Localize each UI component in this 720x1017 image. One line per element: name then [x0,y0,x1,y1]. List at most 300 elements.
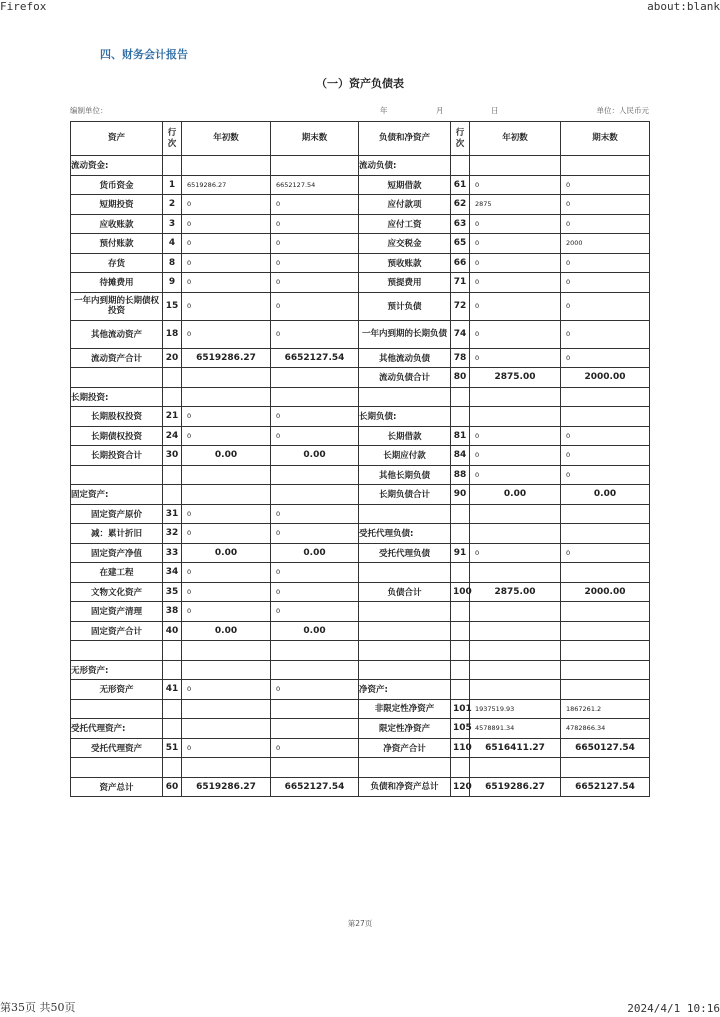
opening-value: 0 [470,273,561,293]
line-number: 31 [163,504,182,524]
opening-value: 0 [182,602,271,622]
table-row [71,214,650,234]
closing-value: 2000.00 [561,368,650,388]
closing-value: 0 [561,273,650,293]
section-heading: 四、财务会计报告 [100,48,188,61]
empty-cell [470,407,561,427]
line-number: 1 [163,175,182,195]
column-header: 行次 [451,122,470,156]
table-row [71,543,650,563]
item-name: 资产总计 [71,777,163,797]
empty-cell [71,758,163,778]
empty-cell [359,660,451,680]
closing-value: 0 [561,195,650,215]
empty-cell [561,524,650,544]
line-number: 20 [163,348,182,368]
empty-cell [470,602,561,622]
table-row [71,195,650,215]
table-row [71,407,650,427]
opening-value: 0.00 [182,543,271,563]
opening-value: 0.00 [182,446,271,466]
balance-sheet-table [70,121,650,797]
line-number: 35 [163,582,182,602]
item-name: 固定资产原价 [71,504,163,524]
empty-cell [451,602,470,622]
item-name: 固定资产合计 [71,621,163,641]
opening-value: 0 [470,234,561,254]
empty-cell [163,719,182,739]
line-number: 9 [163,273,182,293]
empty-cell [271,156,359,176]
item-name: 减：累计折旧 [71,524,163,544]
opening-value: 0 [470,446,561,466]
opening-value: 6519286.27 [470,777,561,797]
category-label: 固定资产: [71,485,163,505]
item-name: 长期投资合计 [71,446,163,466]
table-row [71,485,650,505]
closing-value: 0 [561,446,650,466]
item-name: 长期借款 [359,426,451,446]
year-label: 年 [380,106,388,115]
closing-value: 0 [561,543,650,563]
closing-value: 0 [271,234,359,254]
print-datetime: 2024/4/1 10:16 [627,1002,720,1015]
browser-url: about:blank [647,0,720,13]
closing-value: 0 [561,292,650,320]
closing-value: 2000.00 [561,582,650,602]
empty-cell [182,641,271,661]
closing-value: 0 [561,348,650,368]
empty-cell [271,641,359,661]
opening-value: 2875.00 [470,582,561,602]
column-header: 负债和净资产 [359,122,451,156]
empty-cell [561,758,650,778]
item-name: 待摊费用 [71,273,163,293]
item-name: 存货 [71,253,163,273]
empty-cell [182,660,271,680]
item-name: 应收账款 [71,214,163,234]
table-row [71,660,650,680]
opening-value: 6519286.27 [182,348,271,368]
empty-cell [470,621,561,641]
item-name: 负债合计 [359,582,451,602]
closing-value: 0.00 [271,446,359,466]
empty-cell [470,563,561,583]
opening-value: 0 [182,738,271,758]
empty-cell [271,485,359,505]
empty-cell [561,563,650,583]
empty-cell [470,156,561,176]
line-number: 8 [163,253,182,273]
column-header: 期末数 [271,122,359,156]
item-name: 受托代理负债 [359,543,451,563]
opening-value: 0 [182,563,271,583]
line-number: 3 [163,214,182,234]
line-number: 71 [451,273,470,293]
empty-cell [451,504,470,524]
closing-value: 0 [271,273,359,293]
empty-cell [561,387,650,407]
item-name: 负债和净资产总计 [359,777,451,797]
closing-value: 6652127.54 [561,777,650,797]
empty-cell [163,387,182,407]
item-name: 文物文化资产 [71,582,163,602]
item-name: 固定资产净值 [71,543,163,563]
item-name: 其他长期负债 [359,465,451,485]
closing-value: 0 [561,320,650,348]
column-header: 期末数 [561,122,650,156]
table-row [71,758,650,778]
empty-cell [71,699,163,719]
empty-cell [163,368,182,388]
line-number: 32 [163,524,182,544]
closing-value: 0 [271,680,359,700]
line-number: 110 [451,738,470,758]
day-label: 日 [491,106,499,115]
closing-value: 0 [271,195,359,215]
table-row [71,387,650,407]
closing-value: 0 [271,426,359,446]
table-row [71,156,650,176]
page-number: 第27页 [347,919,373,928]
line-number: 34 [163,563,182,583]
item-name: 流动资产合计 [71,348,163,368]
item-name: 预提费用 [359,273,451,293]
empty-cell [470,660,561,680]
line-number: 80 [451,368,470,388]
closing-value: 0 [561,175,650,195]
line-number: 88 [451,465,470,485]
item-name: 固定资产清理 [71,602,163,622]
empty-cell [163,485,182,505]
empty-cell [451,387,470,407]
empty-cell [470,504,561,524]
empty-cell [470,524,561,544]
line-number: 101 [451,699,470,719]
empty-cell [271,758,359,778]
item-name: 一年内到期的长期债权投资 [71,292,163,320]
opening-value: 0 [182,214,271,234]
empty-cell [163,156,182,176]
item-name: 货币资金 [71,175,163,195]
empty-cell [271,387,359,407]
opening-value: 0.00 [470,485,561,505]
empty-cell [470,680,561,700]
table-row [71,719,650,739]
table-row [71,348,650,368]
column-header: 资产 [71,122,163,156]
closing-value: 0.00 [561,485,650,505]
line-number: 2 [163,195,182,215]
category-label: 受托代理负债: [359,524,451,544]
empty-cell [451,524,470,544]
table-row [71,175,650,195]
line-number: 4 [163,234,182,254]
item-name: 非限定性净资产 [359,699,451,719]
empty-cell [451,563,470,583]
opening-value: 0 [182,582,271,602]
table-row [71,777,650,797]
empty-cell [359,758,451,778]
empty-cell [163,758,182,778]
empty-cell [359,504,451,524]
table-row [71,426,650,446]
line-number: 40 [163,621,182,641]
opening-value: 0 [182,680,271,700]
line-number: 51 [163,738,182,758]
table-row [71,273,650,293]
opening-value: 0 [182,273,271,293]
item-name: 限定性净资产 [359,719,451,739]
item-name: 预收账款 [359,253,451,273]
table-row [71,582,650,602]
empty-cell [451,407,470,427]
empty-cell [359,602,451,622]
closing-value: 0.00 [271,543,359,563]
item-name: 在建工程 [71,563,163,583]
empty-cell [182,485,271,505]
opening-value: 0 [182,426,271,446]
empty-cell [71,368,163,388]
empty-cell [451,660,470,680]
line-number: 72 [451,292,470,320]
empty-cell [561,602,650,622]
empty-cell [359,641,451,661]
closing-value: 0 [271,253,359,273]
closing-value: 0 [271,292,359,320]
empty-cell [561,621,650,641]
empty-cell [271,465,359,485]
table-row [71,680,650,700]
opening-value: 2875 [470,195,561,215]
closing-value: 0 [271,602,359,622]
empty-cell [359,563,451,583]
line-number: 100 [451,582,470,602]
prepared-by-label: 编制单位： [70,106,108,115]
closing-value: 0 [271,738,359,758]
table-row [71,524,650,544]
opening-value: 0 [470,465,561,485]
empty-cell [71,465,163,485]
line-number: 21 [163,407,182,427]
category-label: 净资产: [359,680,451,700]
opening-value: 0 [470,426,561,446]
item-name: 预计负债 [359,292,451,320]
opening-value: 0 [470,292,561,320]
item-name: 预付账款 [71,234,163,254]
closing-value: 0 [271,582,359,602]
empty-cell [561,660,650,680]
table-row [71,699,650,719]
closing-value: 0 [271,320,359,348]
empty-cell [182,387,271,407]
closing-value: 0 [561,214,650,234]
empty-cell [163,699,182,719]
empty-cell [359,387,451,407]
empty-cell [470,641,561,661]
empty-cell [561,156,650,176]
closing-value: 0 [271,214,359,234]
closing-value: 0 [271,563,359,583]
empty-cell [561,407,650,427]
line-number: 62 [451,195,470,215]
line-number: 15 [163,292,182,320]
empty-cell [271,368,359,388]
empty-cell [561,641,650,661]
table-row [71,641,650,661]
opening-value: 0 [470,348,561,368]
balance-sheet-body [71,122,650,797]
line-number: 24 [163,426,182,446]
empty-cell [182,156,271,176]
line-number: 81 [451,426,470,446]
empty-cell [451,758,470,778]
table-row [71,292,650,320]
line-number: 30 [163,446,182,466]
opening-value: 1937519.93 [470,699,561,719]
category-label: 受托代理资产: [71,719,163,739]
opening-value: 0 [182,504,271,524]
item-name: 长期负债合计 [359,485,451,505]
opening-value: 4578891.34 [470,719,561,739]
opening-value: 0 [182,195,271,215]
opening-value: 0 [470,214,561,234]
item-name: 受托代理资产 [71,738,163,758]
line-number: 65 [451,234,470,254]
empty-cell [182,368,271,388]
closing-value: 6650127.54 [561,738,650,758]
empty-cell [271,719,359,739]
empty-cell [182,719,271,739]
closing-value: 4782866.34 [561,719,650,739]
line-number: 74 [451,320,470,348]
print-page-counter: 第35页 共50页 [0,1001,76,1014]
closing-value: 6652127.54 [271,175,359,195]
opening-value: 6519286.27 [182,175,271,195]
opening-value: 2875.00 [470,368,561,388]
category-label: 长期负债: [359,407,451,427]
empty-cell [182,758,271,778]
item-name: 短期投资 [71,195,163,215]
table-header-row [71,122,650,156]
line-number: 66 [451,253,470,273]
opening-value: 0 [470,320,561,348]
line-number: 78 [451,348,470,368]
closing-value: 0 [561,426,650,446]
column-header: 年初数 [182,122,271,156]
currency-unit-label: 单位：人民币元 [596,106,649,115]
browser-title: Firefox [0,0,47,13]
empty-cell [359,621,451,641]
closing-value: 0 [271,504,359,524]
opening-value: 0 [182,292,271,320]
closing-value: 0 [561,253,650,273]
line-number: 33 [163,543,182,563]
line-number: 105 [451,719,470,739]
table-row [71,446,650,466]
opening-value: 0 [470,175,561,195]
closing-value: 0 [561,465,650,485]
month-label: 月 [436,106,444,115]
empty-cell [182,699,271,719]
closing-value: 0 [271,524,359,544]
line-number: 61 [451,175,470,195]
line-number: 120 [451,777,470,797]
line-number: 41 [163,680,182,700]
empty-cell [451,156,470,176]
item-name: 短期借款 [359,175,451,195]
line-number: 84 [451,446,470,466]
category-label: 无形资产: [71,660,163,680]
empty-cell [561,680,650,700]
item-name: 一年内到期的长期负债 [359,320,451,348]
empty-cell [182,465,271,485]
category-label: 长期投资: [71,387,163,407]
item-name: 其他流动资产 [71,320,163,348]
opening-value: 0 [182,407,271,427]
empty-cell [451,621,470,641]
closing-value: 0.00 [271,621,359,641]
empty-cell [451,641,470,661]
closing-value: 2000 [561,234,650,254]
table-row [71,320,650,348]
opening-value: 0 [182,524,271,544]
item-name: 无形资产 [71,680,163,700]
empty-cell [163,465,182,485]
item-name: 长期债权投资 [71,426,163,446]
opening-value: 6519286.27 [182,777,271,797]
empty-cell [271,699,359,719]
item-name: 长期应付款 [359,446,451,466]
opening-value: 0 [182,253,271,273]
table-row [71,621,650,641]
closing-value: 1867261.2 [561,699,650,719]
table-row [71,563,650,583]
empty-cell [470,387,561,407]
table-row [71,738,650,758]
opening-value: 0 [470,543,561,563]
empty-cell [271,660,359,680]
empty-cell [163,660,182,680]
opening-value: 6516411.27 [470,738,561,758]
item-name: 流动负债合计 [359,368,451,388]
empty-cell [470,758,561,778]
category-label: 流动资金: [71,156,163,176]
column-header: 行次 [163,122,182,156]
table-row [71,234,650,254]
table-row [71,504,650,524]
line-number: 60 [163,777,182,797]
opening-value: 0.00 [182,621,271,641]
column-header: 年初数 [470,122,561,156]
line-number: 91 [451,543,470,563]
line-number: 63 [451,214,470,234]
category-label: 流动负债: [359,156,451,176]
item-name: 其他流动负债 [359,348,451,368]
empty-cell [451,680,470,700]
closing-value: 6652127.54 [271,777,359,797]
item-name: 应交税金 [359,234,451,254]
empty-cell [71,641,163,661]
table-row [71,253,650,273]
opening-value: 0 [182,234,271,254]
table-row [71,368,650,388]
closing-value: 6652127.54 [271,348,359,368]
closing-value: 0 [271,407,359,427]
empty-cell [561,504,650,524]
report-title: （一）资产负债表 [316,77,404,90]
table-row [71,465,650,485]
